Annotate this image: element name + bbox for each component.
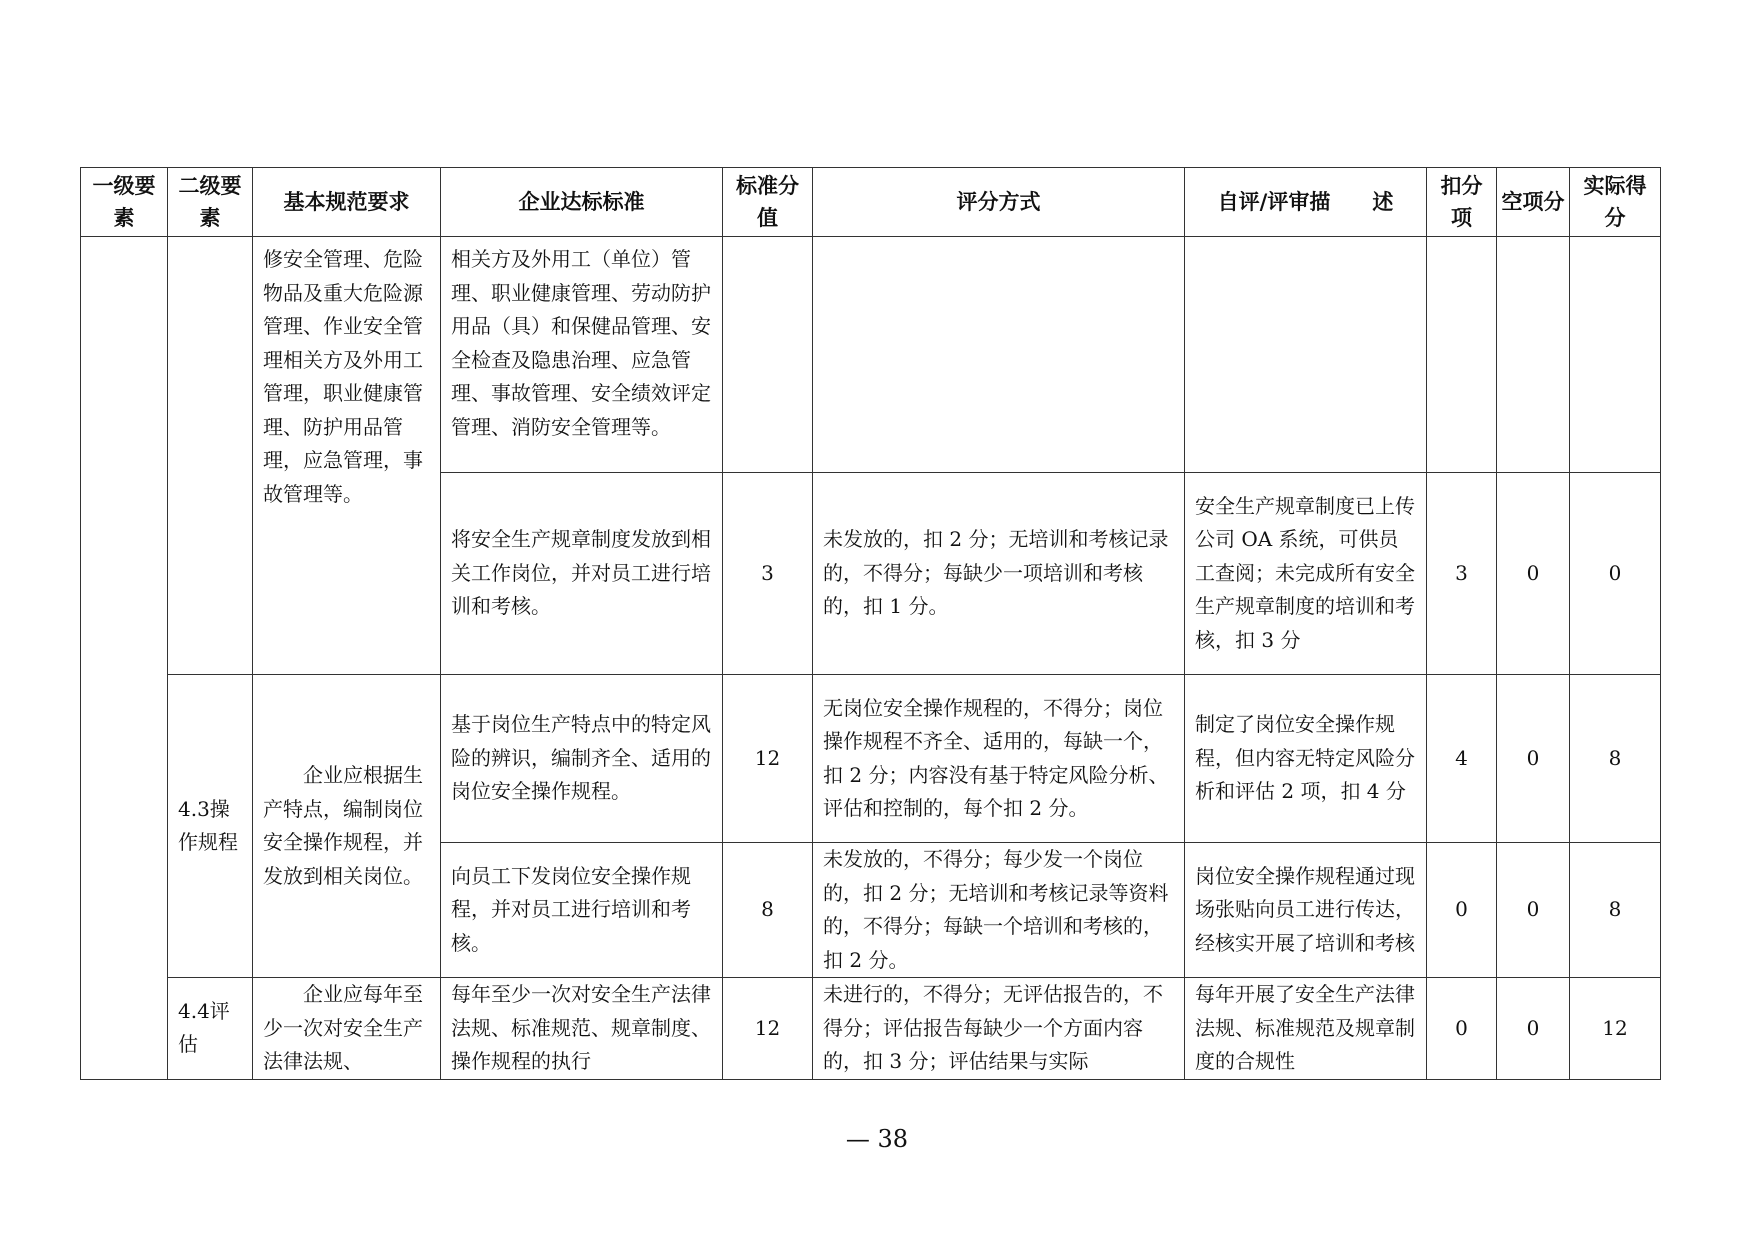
level1-cell [81,237,168,1080]
deduction-cell: 4 [1427,675,1497,843]
level2-cell: 4.3操作规程 [168,675,253,978]
header-level2: 二级要素 [168,168,253,237]
self-review-cell: 安全生产规章制度已上传公司 OA 系统，可供员工查阅；未完成所有安全生产规章制度的培训和考核，扣 3 分 [1185,473,1427,675]
blank-score-cell [1497,237,1570,473]
page-number: — 38 [845,1125,909,1153]
standard-score-cell: 8 [723,843,813,978]
header-blank-score: 空项分 [1497,168,1570,237]
table-row [81,978,1661,1080]
actual-score-cell: 8 [1570,843,1661,978]
standard-score-cell: 12 [723,978,813,1080]
deduction-cell [1427,237,1497,473]
header-actual-score: 实际得分 [1570,168,1661,237]
scoring-method-cell: 未进行的，不得分；无评估报告的，不得分；评估报告每缺少一个方面内容的，扣 3 分；评估结果与实际 [813,978,1185,1080]
header-basic-requirement: 基本规范要求 [253,168,441,237]
basic-requirement-cell: 企业应每年至少一次对安全生产法律法规、 [253,978,441,1080]
self-review-cell: 制定了岗位安全操作规程，但内容无特定风险分析和评估 2 项，扣 4 分 [1185,675,1427,843]
header-deduction: 扣分项 [1427,168,1497,237]
scoring-method-cell [813,237,1185,473]
blank-score-cell: 0 [1497,675,1570,843]
table-row [81,237,1661,473]
table-row [81,675,1661,843]
header-enterprise-standard: 企业达标标准 [441,168,723,237]
header-level1: 一级要素 [81,168,168,237]
deduction-cell: 0 [1427,843,1497,978]
enterprise-standard-cell: 相关方及外用工（单位）管理、职业健康管理、劳动防护用品（具）和保健品管理、安全检查及隐患治理、应急管理、事故管理、安全绩效评定管理、消防安全管理等。 [441,237,723,473]
actual-score-cell: 8 [1570,675,1661,843]
blank-score-cell: 0 [1497,843,1570,978]
self-review-cell [1185,237,1427,473]
header-scoring-method: 评分方式 [813,168,1185,237]
basic-requirement-cell: 修安全管理、危险物品及重大危险源管理、作业安全管理相关方及外用工管理，职业健康管理、防护用品管理，应急管理，事故管理等。 [253,237,441,675]
actual-score-cell [1570,237,1661,473]
enterprise-standard-cell: 基于岗位生产特点中的特定风险的辨识，编制齐全、适用的岗位安全操作规程。 [441,675,723,843]
header-row [81,168,1661,237]
basic-requirement-cell: 企业应根据生产特点，编制岗位安全操作规程，并发放到相关岗位。 [253,675,441,978]
enterprise-standard-cell: 每年至少一次对安全生产法律法规、标准规范、规章制度、操作规程的执行 [441,978,723,1080]
actual-score-cell: 0 [1570,473,1661,675]
deduction-cell: 3 [1427,473,1497,675]
self-review-cell: 岗位安全操作规程通过现场张贴向员工进行传达，经核实开展了培训和考核 [1185,843,1427,978]
self-review-cell: 每年开展了安全生产法律法规、标准规范及规章制度的合规性 [1185,978,1427,1080]
level2-cell-continued [168,237,253,675]
header-standard-score: 标准分值 [723,168,813,237]
level2-cell: 4.4评估 [168,978,253,1080]
standard-score-cell: 12 [723,675,813,843]
enterprise-standard-cell: 将安全生产规章制度发放到相关工作岗位，并对员工进行培训和考核。 [441,473,723,675]
header-self-review: 自评/评审描 述 [1185,168,1427,237]
scoring-method-cell: 未发放的，扣 2 分；无培训和考核记录的，不得分；每缺少一项培训和考核的，扣 1 分。 [813,473,1185,675]
evaluation-table [80,167,1661,1080]
deduction-cell: 0 [1427,978,1497,1080]
blank-score-cell: 0 [1497,978,1570,1080]
standard-score-cell: 3 [723,473,813,675]
blank-score-cell: 0 [1497,473,1570,675]
scoring-method-cell: 未发放的，不得分；每少发一个岗位的，扣 2 分；无培训和考核记录等资料的，不得分；每缺一个培训和考核的，扣 2 分。 [813,843,1185,978]
actual-score-cell: 12 [1570,978,1661,1080]
enterprise-standard-cell: 向员工下发岗位安全操作规程，并对员工进行培训和考核。 [441,843,723,978]
standard-score-cell [723,237,813,473]
scoring-method-cell: 无岗位安全操作规程的，不得分；岗位操作规程不齐全、适用的，每缺一个，扣 2 分；内容没有基于特定风险分析、评估和控制的，每个扣 2 分。 [813,675,1185,843]
